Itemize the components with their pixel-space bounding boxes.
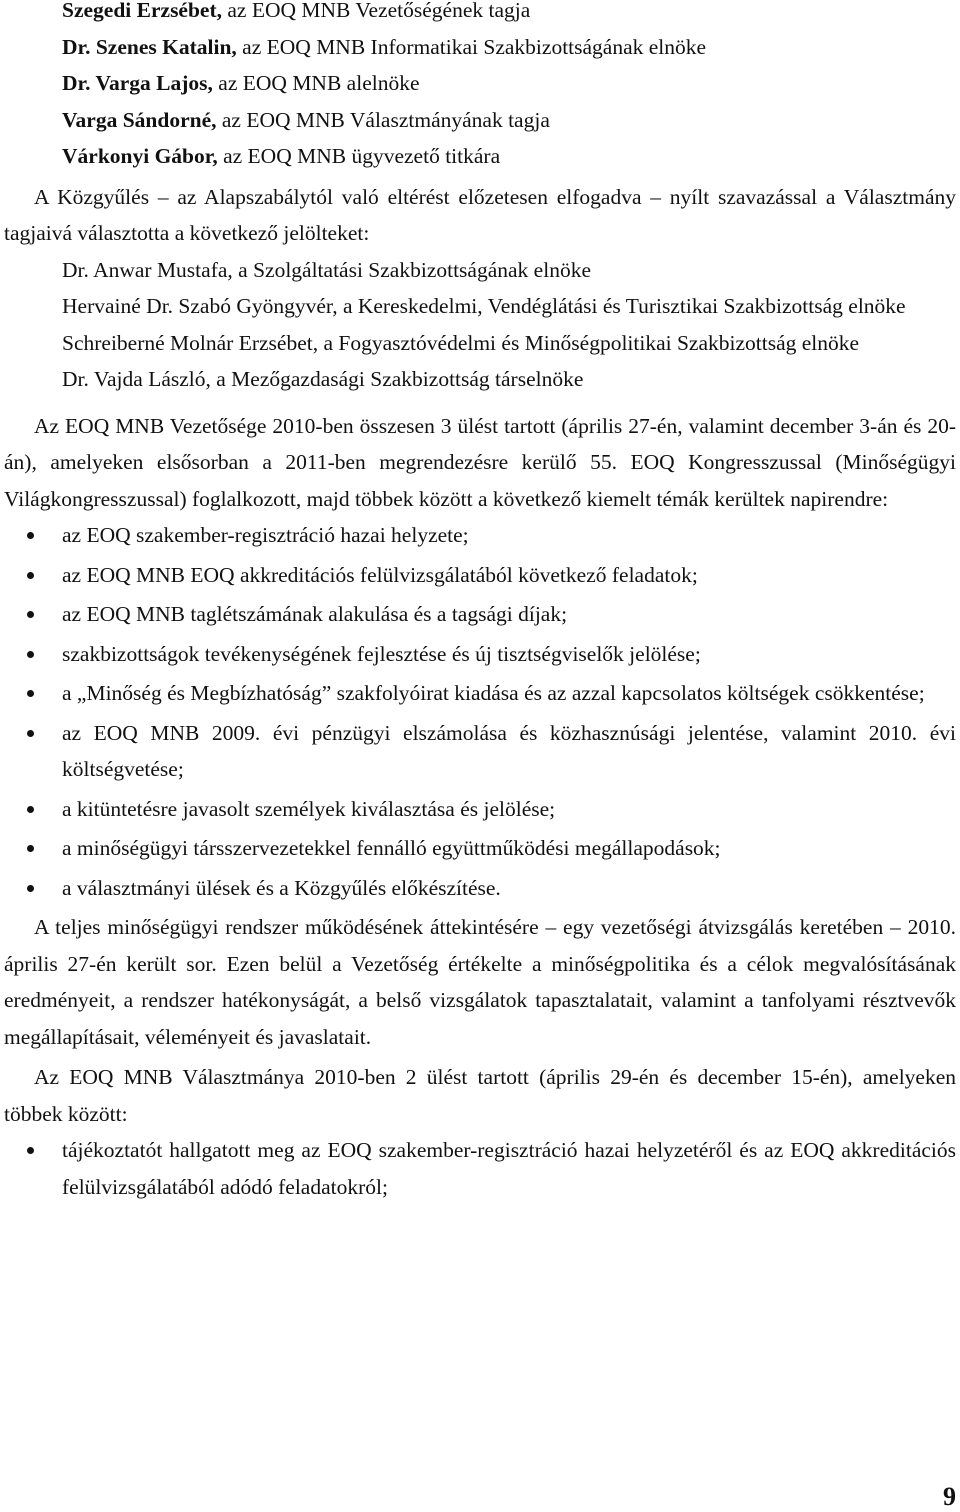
member-role: az EOQ MNB Választmányának tagja: [216, 107, 550, 132]
candidate-line: Dr. Anwar Mustafa, a Szolgáltatási Szakbizottságának elnöke: [62, 257, 591, 282]
bullet-icon: [27, 690, 34, 697]
board-topics-list: [0, 517, 960, 906]
bullet-icon: [27, 532, 34, 539]
bullet-icon: [27, 1147, 34, 1154]
council-paragraph: Az EOQ MNB Választmánya 2010-ben 2 ülést tartott (április 29-én és december 15-én), amelyeken többek között:: [4, 1065, 956, 1126]
bullet-icon: [27, 845, 34, 852]
bullet-icon: [27, 611, 34, 618]
member-name: Szegedi Erzsébet,: [62, 0, 223, 22]
member-line: [0, 138, 960, 175]
member-line: [0, 0, 960, 29]
list-item: [0, 715, 956, 788]
bullet-icon: [27, 885, 34, 892]
member-name: Dr. Varga Lajos,: [62, 71, 213, 95]
review-paragraph: A teljes minőségügyi rendszer működésének áttekintésére – egy vezetőségi átvizsgálás keretében – 2010. április 27-én került sor. Ezen belül a Vezetőség értékelte a minőségpolitika és a célok megvalósításának eredményeit, a rendszer hatékonyságát, a belső vizsgálatok tapasztalatait, valamint a tanfolyami résztvevők megállapításait, véleményeit és javaslatait.: [4, 915, 956, 1049]
list-item: [0, 1132, 956, 1205]
list-item: [0, 596, 956, 633]
list-item-text: az EOQ MNB taglétszámának alakulása és a tagsági díjak;: [62, 602, 568, 626]
list-item-text: tájékoztatót hallgatott meg az EOQ szakember-regisztráció hazai helyzetéről és az EOQ akkreditációs felülvizsgálatából adódó feladatokról;: [62, 1138, 956, 1199]
member-name: Dr. Szenes Katalin,: [62, 34, 237, 59]
list-item-text: a „Minőség és Megbízhatóság” szakfolyóirat kiadása és az azzal kapcsolatos költségek csökkentése;: [62, 681, 925, 705]
list-item: [0, 517, 956, 554]
list-item: [0, 870, 956, 907]
members-top-list: [0, 0, 960, 175]
member-name: Várkonyi Gábor,: [62, 144, 218, 168]
list-item-text: a választmányi ülések és a Közgyűlés előkészítése.: [62, 875, 501, 900]
candidate-line: Dr. Vajda László, a Mezőgazdasági Szakbizottság társelnöke: [62, 367, 584, 391]
list-item: [0, 557, 956, 594]
list-item-text: a kitüntetésre javasolt személyek kiválasztása és jelölése;: [62, 796, 556, 821]
council-topics-list: [0, 1132, 960, 1205]
candidate-line: Hervainé Dr. Szabó Gyöngyvér, a Kereskedelmi, Vendéglátási és Turisztikai Szakbizottság elnöke: [62, 294, 906, 318]
list-item: [0, 791, 956, 828]
member-line: [0, 65, 960, 102]
member-line: [0, 29, 960, 66]
list-item: [0, 636, 956, 673]
list-item-text: az EOQ MNB 2009. évi pénzügyi elszámolása és közhasznúsági jelentése, valamint 2010. évi költségvetése;: [62, 720, 956, 781]
candidates-list: [0, 252, 960, 398]
assembly-paragraph: A Közgyűlés – az Alapszabálytól való eltérést előzetesen elfogadva – nyílt szavazással a Választmány tagjaivá választotta a következő jelölteket:: [4, 184, 956, 245]
member-role: az EOQ MNB Informatikai Szakbizottságának elnöke: [236, 34, 707, 59]
member-line: [0, 102, 960, 139]
member-role: az EOQ MNB Vezetőségének tagja: [222, 0, 531, 22]
page-number: 9: [943, 1482, 956, 1511]
member-name: Varga Sándorné,: [62, 107, 217, 132]
bullet-icon: [27, 572, 34, 579]
bullet-icon: [27, 806, 34, 813]
bullet-icon: [27, 651, 34, 658]
bullet-icon: [27, 730, 34, 737]
list-item-text: szakbizottságok tevékenységének fejlesztése és új tisztségviselők jelölése;: [62, 641, 701, 666]
list-item-text: az EOQ MNB EOQ akkreditációs felülvizsgálatából következő feladatok;: [62, 562, 698, 587]
candidate-line: Schreiberné Molnár Erzsébet, a Fogyasztóvédelmi és Minőségpolitikai Szakbizottság elnöke: [62, 330, 860, 355]
list-item: [0, 830, 956, 867]
member-role: az EOQ MNB alelnöke: [212, 71, 420, 95]
list-item-text: a minőségügyi társszervezetekkel fennálló együttműködési megállapodások;: [62, 836, 721, 860]
list-item: [0, 675, 956, 712]
board-paragraph: Az EOQ MNB Vezetősége 2010-ben összesen 3 ülést tartott (április 27-én, valamint december 3-án és 20-án), amelyeken elsősorban a 2011-ben megrendezésre kerülő 55. EOQ Kongresszussal (Minőségügyi Világkongresszussal) foglalkozott, majd többek között a következő kiemelt témák kerültek napirendre:: [4, 413, 956, 511]
list-item-text: az EOQ szakember-regisztráció hazai helyzete;: [62, 523, 469, 547]
member-role: az EOQ MNB ügyvezető titkára: [217, 144, 501, 168]
